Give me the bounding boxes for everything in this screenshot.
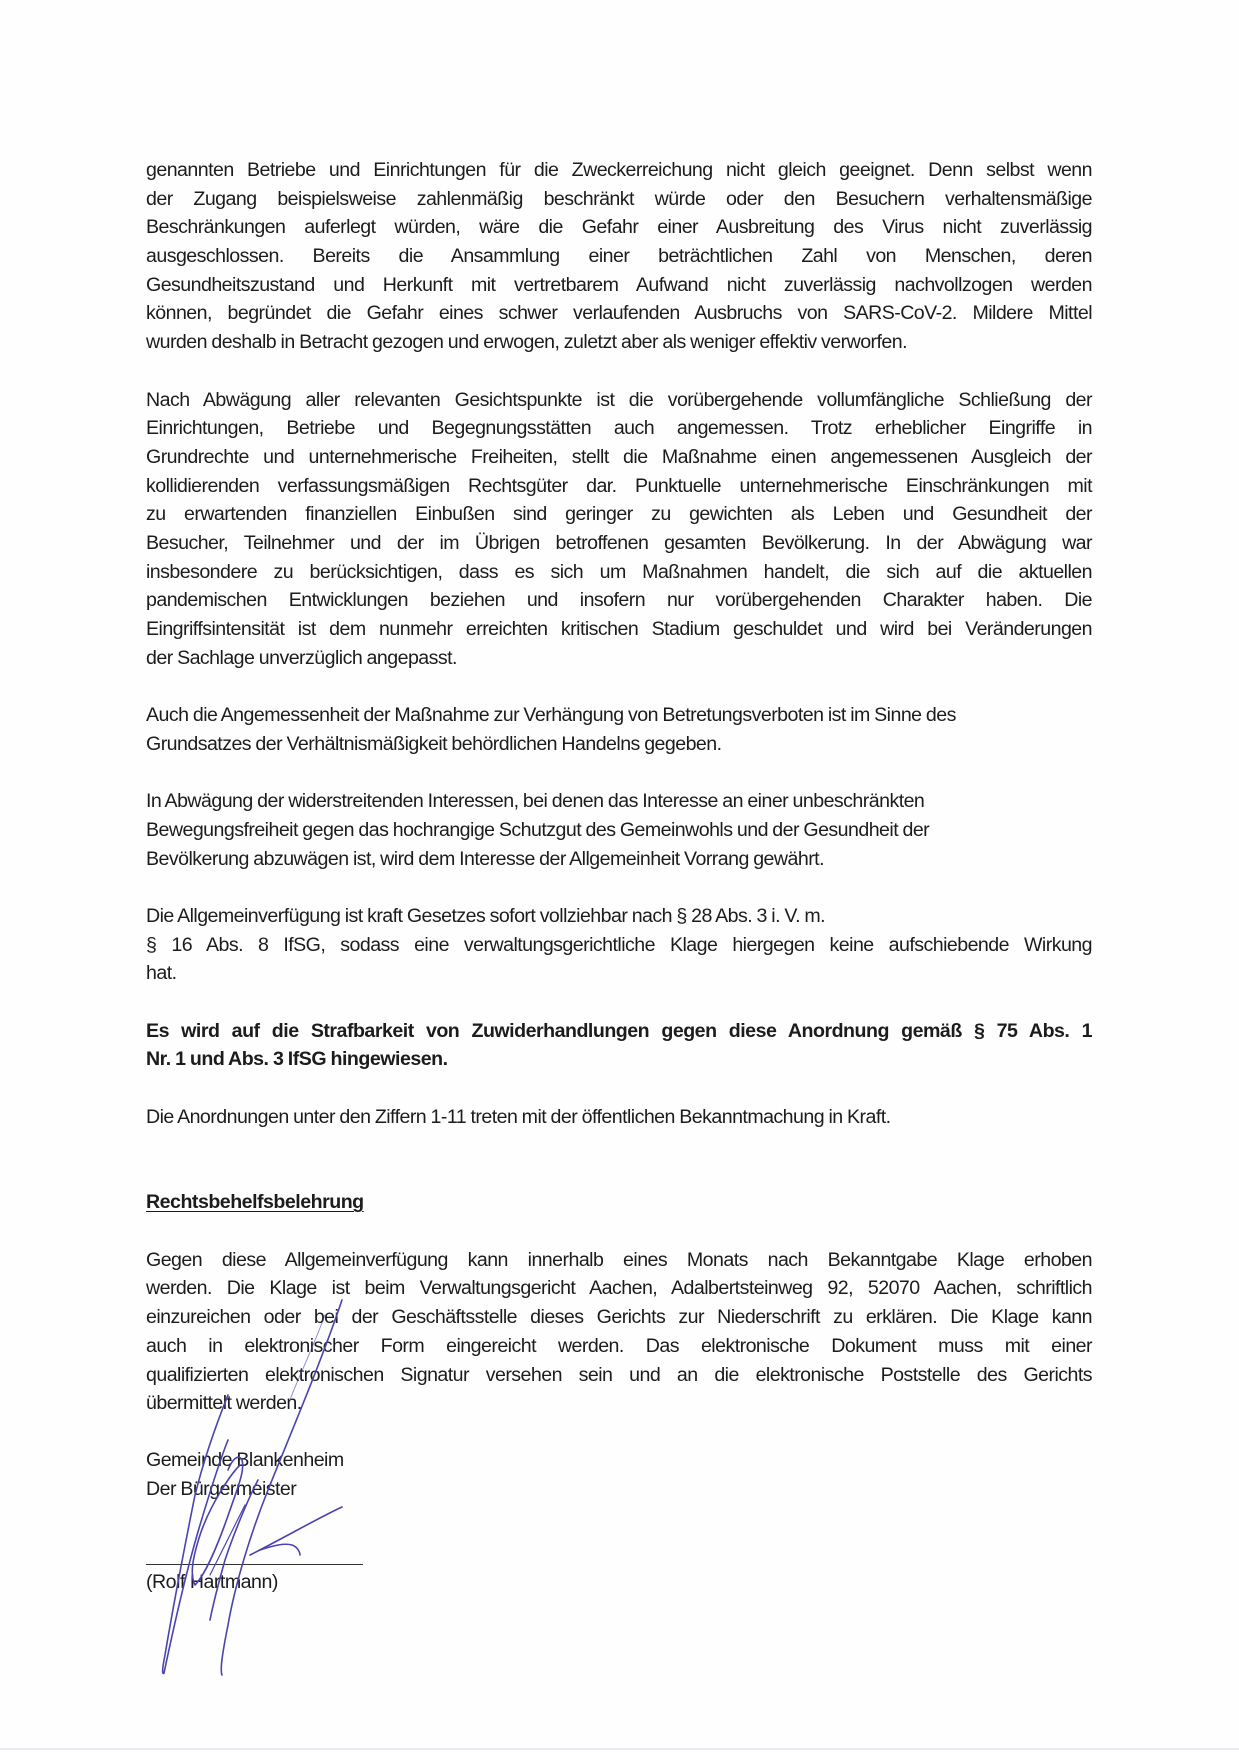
paragraph-spacer bbox=[146, 1131, 1092, 1188]
signature-block bbox=[146, 1446, 1092, 1593]
text-line: ausgeschlossen. Bereits die Ansammlung einer beträchtlichen Zahl von Menschen, deren bbox=[146, 245, 1092, 268]
paragraph-enforceability bbox=[146, 902, 1092, 988]
text-line: Die Allgemeinverfügung ist kraft Gesetzes sofort vollziehbar nach § 28 Abs. 3 i. V. m. bbox=[146, 904, 826, 927]
text-line: Bewegungsfreiheit gegen das hochrangige Schutzgut des Gemeinwohls und der Gesundheit der bbox=[146, 818, 930, 841]
text-line: der Zugang beispielsweise zahlenmäßig beschränkt würde oder den Besuchern verhaltensmäßige bbox=[146, 187, 1092, 210]
text-line: Auch die Angemessenheit der Maßnahme zur Verhängung von Betretungsverboten ist im Sinne des bbox=[146, 704, 956, 727]
text-line: werden. Die Klage ist beim Verwaltungsgericht Aachen, Adalbertsteinweg 92, 52070 Aachen, schriftlich bbox=[146, 1277, 1092, 1300]
text-line: pandemischen Entwicklungen beziehen und insofern nur vorübergehenden Charakter haben. Die bbox=[146, 589, 1092, 612]
paragraph-spacer bbox=[146, 1217, 1092, 1246]
text-line: Die Anordnungen unter den Ziffern 1-11 treten mit der öffentlichen Bekanntmachung in Kraft. bbox=[146, 1105, 891, 1128]
office-title: Der Bürgermeister bbox=[146, 1477, 297, 1500]
text-line: kollidierenden verfassungsmäßigen Rechtsgüter dar. Punktuelle unternehmerische Einschränkungen mit bbox=[146, 474, 1092, 497]
text-line: auch in elektronischer Form eingereicht werden. Das elektronische Dokument muss mit einer bbox=[146, 1334, 1092, 1357]
paragraph-penalty-notice bbox=[146, 1017, 1092, 1074]
text-line: wurden deshalb in Betracht gezogen und erwogen, zuletzt aber als weniger effektiv verworfen. bbox=[146, 331, 908, 354]
text-line: Es wird auf die Strafbarkeit von Zuwiderhandlungen gegen diese Anordnung gemäß § 75 Abs. 1 bbox=[146, 1019, 1092, 1042]
paragraph-spacer bbox=[146, 1074, 1092, 1103]
paragraph-proportionality bbox=[146, 386, 1092, 673]
paragraph-spacer bbox=[146, 758, 1092, 787]
paragraph-entry-bans bbox=[146, 701, 1092, 758]
text-line: können, begründet die Gefahr eines schwer verlaufenden Ausbruchs von SARS-CoV-2. Mildere Mittel bbox=[146, 302, 1092, 325]
municipality-name: Gemeinde Blankenheim bbox=[146, 1448, 344, 1471]
signature-issuer bbox=[146, 1446, 1092, 1503]
paragraph-spacer bbox=[146, 357, 1092, 386]
text-line: der Sachlage unverzüglich angepasst. bbox=[146, 646, 457, 669]
legal-remedy-heading: Rechtsbehelfsbelehrung bbox=[146, 1191, 364, 1214]
page-edge bbox=[0, 1748, 1239, 1750]
signer-name: (Rolf Hartmann) bbox=[146, 1570, 278, 1593]
text-line: § 16 Abs. 8 IfSG, sodass eine verwaltungsgerichtliche Klage hiergegen keine aufschiebende Wirkung bbox=[146, 933, 1092, 956]
paragraph-balancing bbox=[146, 787, 1092, 873]
document-body bbox=[146, 156, 1092, 1593]
text-line: übermittelt werden. bbox=[146, 1392, 302, 1415]
text-line: insbesondere zu berücksichtigen, dass es sich um Maßnahmen handelt, die sich auf die aktuellen bbox=[146, 560, 1092, 583]
signature-line bbox=[146, 1564, 363, 1565]
text-line: genannten Betriebe und Einrichtungen für die Zweckerreichung nicht gleich geeignet. Denn selbst wenn bbox=[146, 159, 1092, 181]
text-line: Grundrechte und unternehmerische Freiheiten, stellt die Maßnahme einen angemessenen Ausgleich der bbox=[146, 445, 1092, 468]
text-line: Besucher, Teilnehmer und der im Übrigen betroffenen gesamten Bevölkerung. In der Abwägung war bbox=[146, 531, 1092, 554]
text-line: Bevölkerung abzuwägen ist, wird dem Interesse der Allgemeinheit Vorrang gewährt. bbox=[146, 847, 824, 870]
text-line: Gegen diese Allgemeinverfügung kann innerhalb eines Monats nach Bekanntgabe Klage erhoben bbox=[146, 1248, 1092, 1271]
text-line: einzureichen oder bei der Geschäftsstelle dieses Gerichts zur Niederschrift zu erklären. Die Klage kann bbox=[146, 1306, 1092, 1329]
text-line: Nr. 1 und Abs. 3 IfSG hingewiesen. bbox=[146, 1048, 448, 1071]
text-line: Beschränkungen auferlegt würden, wäre die Gefahr einer Ausbreitung des Virus nicht zuverlässig bbox=[146, 216, 1092, 239]
text-line: In Abwägung der widerstreitenden Interessen, bei denen das Interesse an einer unbeschränkten bbox=[146, 790, 925, 813]
paragraph-suitability bbox=[146, 156, 1092, 357]
paragraph-spacer bbox=[146, 672, 1092, 701]
paragraph-spacer bbox=[146, 873, 1092, 902]
text-line: Grundsatzes der Verhältnismäßigkeit behördlichen Handelns gegeben. bbox=[146, 732, 722, 755]
text-line: Nach Abwägung aller relevanten Gesichtspunkte ist die vorübergehende vollumfängliche Schließung der bbox=[146, 388, 1092, 411]
paragraph-spacer bbox=[146, 988, 1092, 1017]
paragraph-legal-remedy bbox=[146, 1246, 1092, 1418]
text-line: qualifizierten elektronischen Signatur versehen sein und an die elektronische Poststelle des Gerichts bbox=[146, 1363, 1092, 1386]
text-line: zu erwartenden finanziellen Einbußen sind geringer zu gewichten als Leben und Gesundheit der bbox=[146, 503, 1092, 526]
text-line: Gesundheitszustand und Herkunft mit vertretbarem Aufwand nicht zuverlässig nachvollzogen werden bbox=[146, 273, 1092, 296]
paragraph-effective-date bbox=[146, 1103, 1092, 1132]
text-line: Einrichtungen, Betriebe und Begegnungsstätten auch angemessen. Trotz erheblicher Eingriffe in bbox=[146, 417, 1092, 440]
text-line: hat. bbox=[146, 962, 177, 985]
text-line: Eingriffsintensität ist dem nunmehr erreichten kritischen Stadium geschuldet und wird bei Veränderungen bbox=[146, 618, 1092, 640]
